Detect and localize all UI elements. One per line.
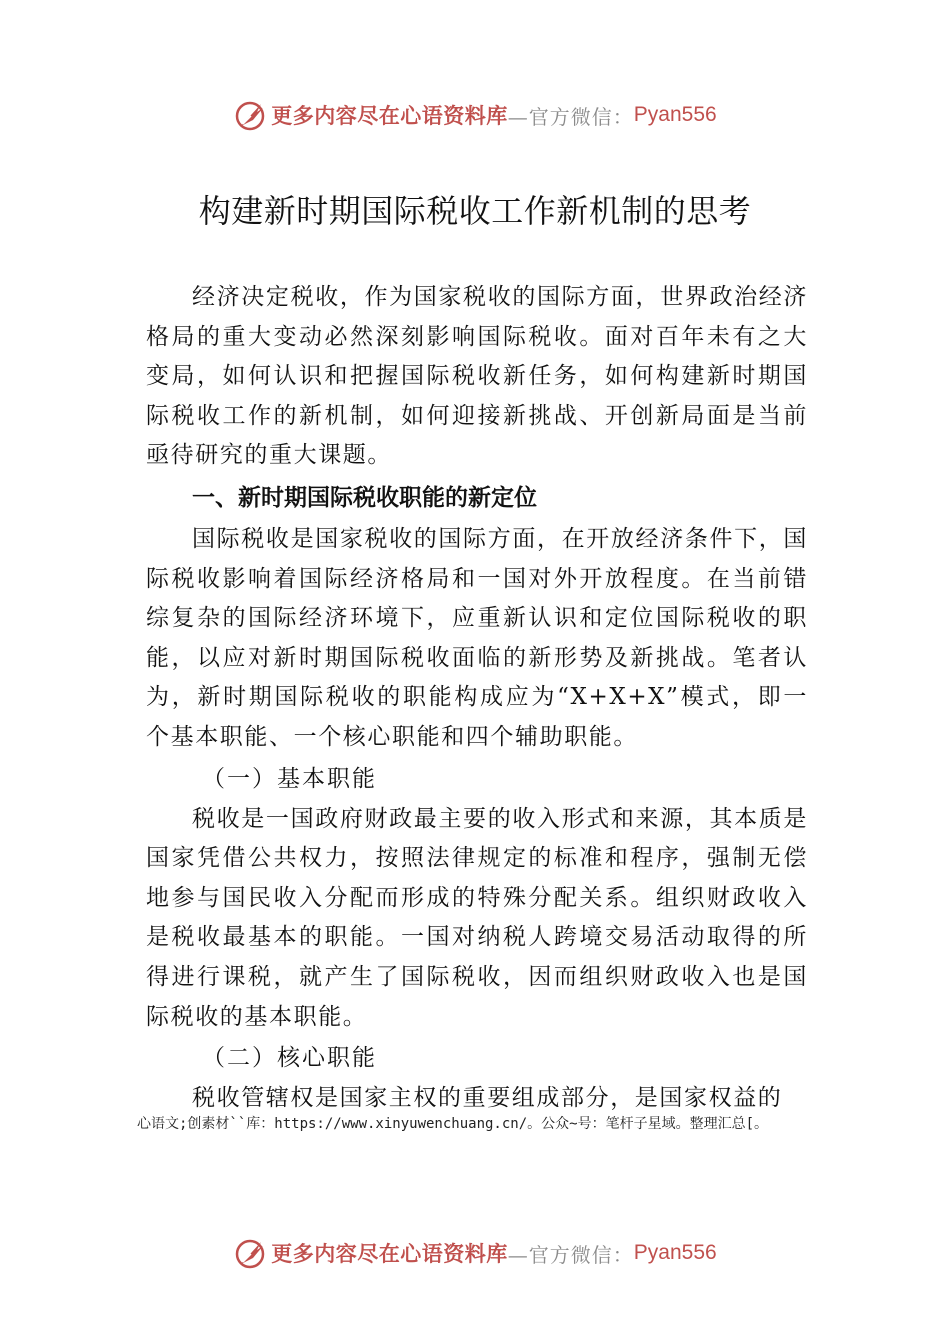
top-banner: [0, 95, 950, 135]
banner-wechat-id: Pyan556: [633, 1241, 717, 1264]
banner-gray-text: —官方微信：: [507, 104, 634, 129]
subsection-heading-core: （二）核心职能: [202, 1045, 377, 1072]
banner-gray-text: —官方微信：: [507, 1242, 634, 1267]
paragraph-core-function: 税收管辖权是国家主权的重要组成部分，是国家权益的: [192, 1085, 783, 1112]
paragraph-intro: 经济决定税收，作为国家税收的国际方面，世界政治经济格局的重大变动必然深刻影响国际税收。面对百年未有之大变局，如何认识和把握国际税收新任务，如何构建新时期国际税收工作的新机制，如何迎接新挑战、开创新局面是当前亟待研究的重大课题。: [146, 284, 808, 469]
section-heading-1: 一、新时期国际税收职能的新定位: [192, 484, 537, 511]
document-body: [146, 278, 808, 1119]
banner-red-text: 更多内容尽在心语资料库: [271, 1241, 508, 1266]
banner-red-text: 更多内容尽在心语资料库: [271, 103, 508, 128]
quill-logo-icon: [233, 1236, 267, 1270]
paragraph-basic-function: 税收是一国政府财政最主要的收入形式和来源，其本质是国家凭借公共权力，按照法律规定的标准和程序，强制无偿地参与国民收入分配而形成的特殊分配关系。组织财政收入是税收最基本的职能。一国对纳税人跨境交易活动取得的所得进行课税，就产生了国际税收，因而组织财政收入也是国际税收的基本职能。: [146, 805, 808, 1030]
footnote: 心语文;创素材``库：https://www.xinyuwenchuang.cn/。公众~号：笔杆子星域。整理汇总[。: [137, 1116, 769, 1132]
paragraph-section-1: 国际税收是国家税收的国际方面，在开放经济条件下，国际税收影响着国际经济格局和一国对外开放程度。在当前错综复杂的国际经济环境下，应重新认识和定位国际税收的职能，以应对新时期国际税收面临的新形势及新挑战。笔者认为，新时期国际税收的职能构成应为“X+X+X”模式，即一个基本职能、一个核心职能和四个辅助职能。: [146, 525, 808, 750]
subsection-heading-basic: （一）基本职能: [202, 765, 377, 792]
quill-logo-icon: [233, 98, 267, 132]
bottom-banner: [0, 1233, 950, 1273]
banner-wechat-id: Pyan556: [633, 103, 717, 126]
document-title: 构建新时期国际税收工作新机制的思考: [198, 192, 752, 230]
